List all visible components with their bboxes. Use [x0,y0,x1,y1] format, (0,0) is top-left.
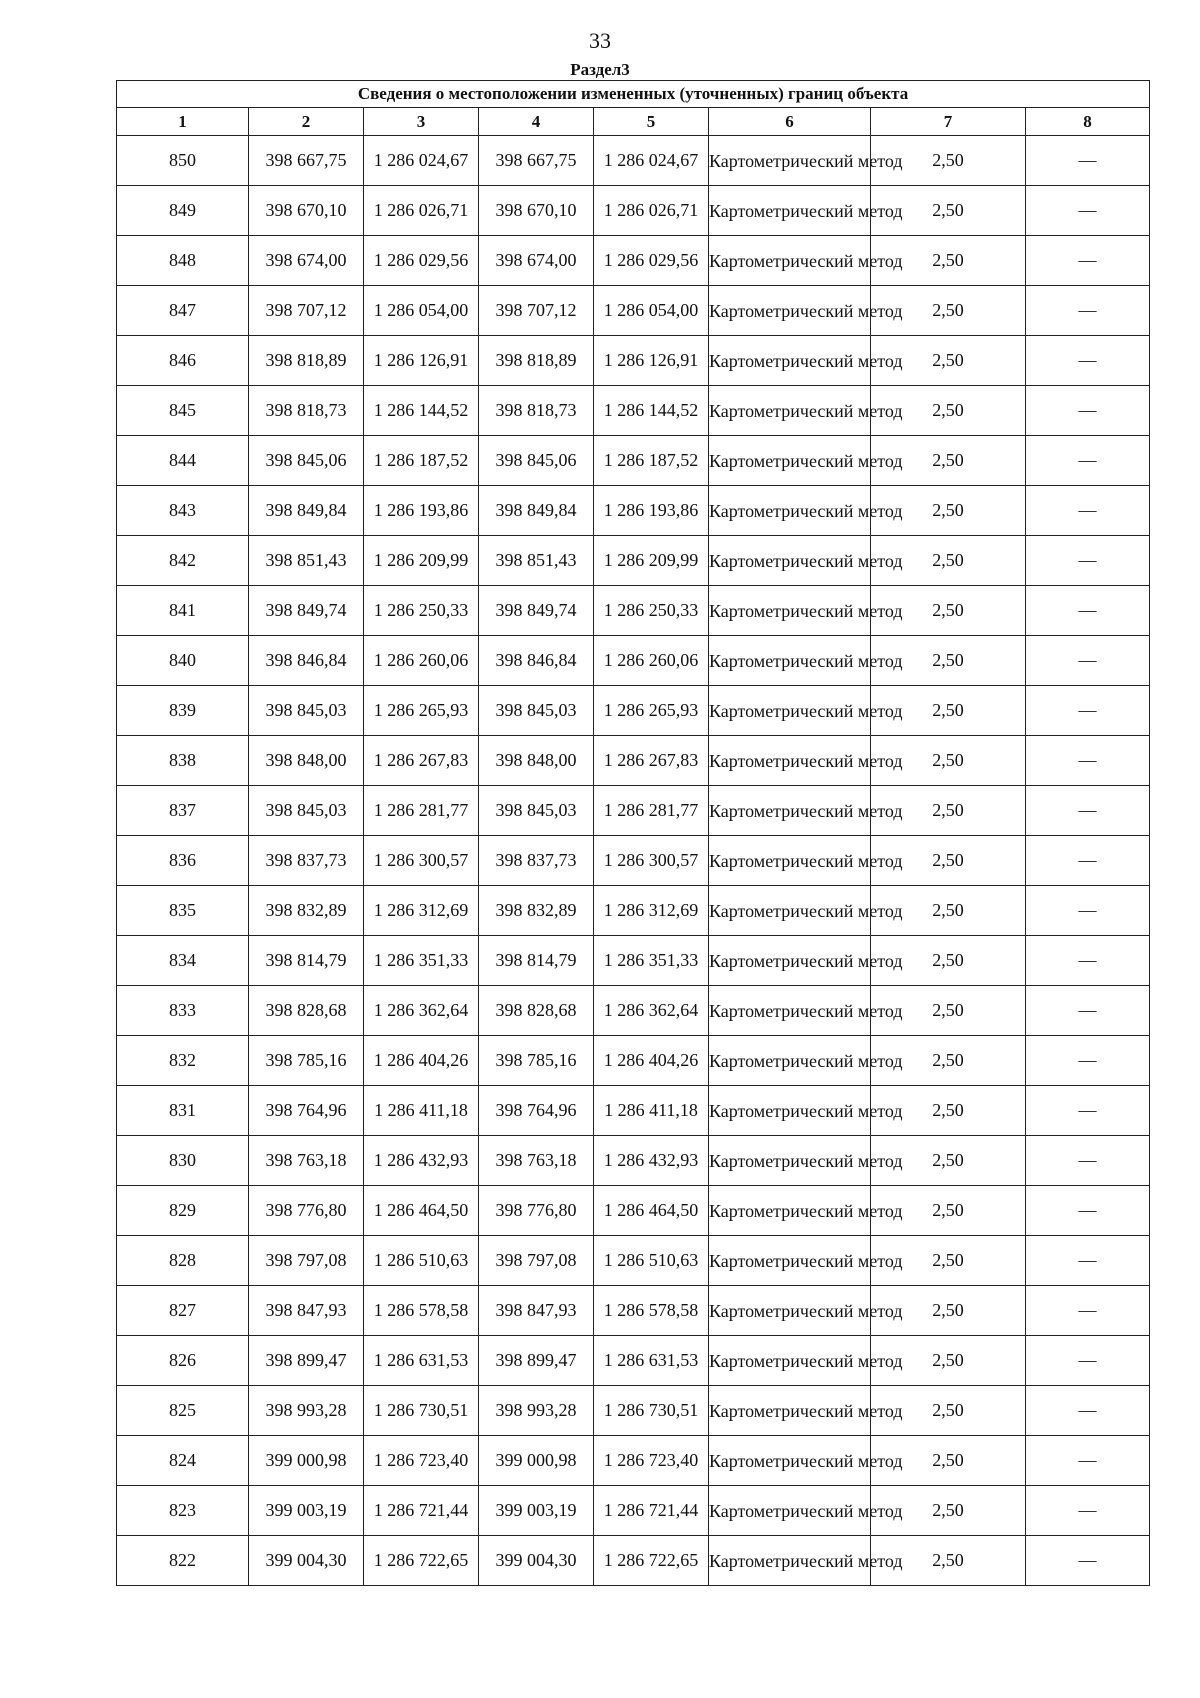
point-number-cell: 840 [117,636,249,686]
table-row [117,1036,1150,1086]
description-cell: — [1026,1236,1150,1286]
point-number-cell: 825 [117,1386,249,1436]
x-new-cell: 398 776,80 [479,1186,594,1236]
x-old-cell: 399 003,19 [249,1486,364,1536]
x-old-cell: 399 000,98 [249,1436,364,1486]
y-old-cell: 1 286 126,91 [364,336,479,386]
x-new-cell: 398 818,89 [479,336,594,386]
accuracy-cell: 2,50 [871,936,1026,986]
description-cell: — [1026,636,1150,686]
description-cell: — [1026,1136,1150,1186]
point-number-cell: 827 [117,1286,249,1336]
y-new-cell: 1 286 578,58 [594,1286,709,1336]
y-old-cell: 1 286 144,52 [364,386,479,436]
y-new-cell: 1 286 187,52 [594,436,709,486]
accuracy-cell: 2,50 [871,186,1026,236]
y-new-cell: 1 286 126,91 [594,336,709,386]
accuracy-cell: 2,50 [871,1236,1026,1286]
y-new-cell: 1 286 722,65 [594,1536,709,1586]
description-cell: — [1026,436,1150,486]
method-cell: Картометрический метод [709,536,871,586]
y-new-cell: 1 286 464,50 [594,1186,709,1236]
table-row [117,936,1150,986]
description-cell: — [1026,486,1150,536]
y-old-cell: 1 286 432,93 [364,1136,479,1186]
y-old-cell: 1 286 730,51 [364,1386,479,1436]
y-new-cell: 1 286 411,18 [594,1086,709,1136]
table-row [117,236,1150,286]
description-cell: — [1026,886,1150,936]
y-old-cell: 1 286 267,83 [364,736,479,786]
column-number: 2 [249,108,364,136]
column-number: 8 [1026,108,1150,136]
table-row [117,1236,1150,1286]
method-cell: Картометрический метод [709,1136,871,1186]
method-cell: Картометрический метод [709,286,871,336]
table-row [117,136,1150,186]
x-new-cell: 398 849,84 [479,486,594,536]
y-old-cell: 1 286 250,33 [364,586,479,636]
description-cell: — [1026,1436,1150,1486]
point-number-cell: 849 [117,186,249,236]
method-cell: Картометрический метод [709,1036,871,1086]
y-new-cell: 1 286 730,51 [594,1386,709,1436]
table-row [117,1286,1150,1336]
method-cell: Картометрический метод [709,136,871,186]
y-new-cell: 1 286 144,52 [594,386,709,436]
point-number-cell: 838 [117,736,249,786]
y-old-cell: 1 286 281,77 [364,786,479,836]
x-old-cell: 398 849,84 [249,486,364,536]
x-new-cell: 398 667,75 [479,136,594,186]
x-old-cell: 398 764,96 [249,1086,364,1136]
x-new-cell: 398 707,12 [479,286,594,336]
y-new-cell: 1 286 193,86 [594,486,709,536]
accuracy-cell: 2,50 [871,1136,1026,1186]
table-row [117,1436,1150,1486]
point-number-cell: 832 [117,1036,249,1086]
point-number-cell: 841 [117,586,249,636]
point-number-cell: 850 [117,136,249,186]
x-old-cell: 398 707,12 [249,286,364,336]
table-row [117,486,1150,536]
accuracy-cell: 2,50 [871,1186,1026,1236]
table-body [117,136,1150,1586]
accuracy-cell: 2,50 [871,786,1026,836]
y-new-cell: 1 286 029,56 [594,236,709,286]
y-new-cell: 1 286 723,40 [594,1436,709,1486]
y-old-cell: 1 286 723,40 [364,1436,479,1486]
table-row [117,636,1150,686]
column-number: 5 [594,108,709,136]
x-old-cell: 398 832,89 [249,886,364,936]
y-old-cell: 1 286 026,71 [364,186,479,236]
y-old-cell: 1 286 362,64 [364,986,479,1036]
x-new-cell: 398 785,16 [479,1036,594,1086]
accuracy-cell: 2,50 [871,886,1026,936]
method-cell: Картометрический метод [709,936,871,986]
point-number-cell: 848 [117,236,249,286]
method-cell: Картометрический метод [709,1436,871,1486]
table-row [117,1486,1150,1536]
table-row [117,436,1150,486]
x-old-cell: 398 845,06 [249,436,364,486]
x-old-cell: 398 847,93 [249,1286,364,1336]
table-row [117,886,1150,936]
point-number-cell: 824 [117,1436,249,1486]
x-new-cell: 398 899,47 [479,1336,594,1386]
y-old-cell: 1 286 578,58 [364,1286,479,1336]
point-number-cell: 828 [117,1236,249,1286]
x-new-cell: 399 004,30 [479,1536,594,1586]
point-number-cell: 844 [117,436,249,486]
description-cell: — [1026,186,1150,236]
y-new-cell: 1 286 721,44 [594,1486,709,1536]
method-cell: Картометрический метод [709,686,871,736]
x-new-cell: 398 849,74 [479,586,594,636]
table-row [117,736,1150,786]
accuracy-cell: 2,50 [871,1486,1026,1536]
table-row [117,1136,1150,1186]
accuracy-cell: 2,50 [871,386,1026,436]
accuracy-cell: 2,50 [871,1436,1026,1486]
method-cell: Картометрический метод [709,1536,871,1586]
y-new-cell: 1 286 432,93 [594,1136,709,1186]
description-cell: — [1026,1036,1150,1086]
accuracy-cell: 2,50 [871,1086,1026,1136]
description-cell: — [1026,1386,1150,1436]
y-old-cell: 1 286 631,53 [364,1336,479,1386]
x-new-cell: 398 818,73 [479,386,594,436]
y-new-cell: 1 286 054,00 [594,286,709,336]
y-new-cell: 1 286 404,26 [594,1036,709,1086]
accuracy-cell: 2,50 [871,686,1026,736]
table-row [117,386,1150,436]
y-new-cell: 1 286 267,83 [594,736,709,786]
y-old-cell: 1 286 265,93 [364,686,479,736]
table-caption: Сведения о местоположении измененных (уточненных) границ объекта [117,81,1150,108]
y-new-cell: 1 286 362,64 [594,986,709,1036]
accuracy-cell: 2,50 [871,636,1026,686]
description-cell: — [1026,236,1150,286]
point-number-cell: 830 [117,1136,249,1186]
x-new-cell: 398 848,00 [479,736,594,786]
accuracy-cell: 2,50 [871,586,1026,636]
x-old-cell: 398 849,74 [249,586,364,636]
method-cell: Картометрический метод [709,1236,871,1286]
y-new-cell: 1 286 312,69 [594,886,709,936]
x-new-cell: 398 846,84 [479,636,594,686]
method-cell: Картометрический метод [709,486,871,536]
y-new-cell: 1 286 209,99 [594,536,709,586]
point-number-cell: 822 [117,1536,249,1586]
method-cell: Картометрический метод [709,436,871,486]
y-old-cell: 1 286 312,69 [364,886,479,936]
y-new-cell: 1 286 024,67 [594,136,709,186]
column-number-row [117,108,1150,136]
x-new-cell: 398 670,10 [479,186,594,236]
point-number-cell: 823 [117,1486,249,1536]
accuracy-cell: 2,50 [871,1336,1026,1386]
method-cell: Картометрический метод [709,336,871,386]
x-old-cell: 398 846,84 [249,636,364,686]
table-row [117,1386,1150,1436]
x-old-cell: 398 674,00 [249,236,364,286]
method-cell: Картометрический метод [709,186,871,236]
table-row [117,1536,1150,1586]
method-cell: Картометрический метод [709,736,871,786]
y-old-cell: 1 286 024,67 [364,136,479,186]
column-number: 7 [871,108,1026,136]
table-row [117,1186,1150,1236]
y-old-cell: 1 286 187,52 [364,436,479,486]
y-old-cell: 1 286 510,63 [364,1236,479,1286]
table-row [117,1336,1150,1386]
description-cell: — [1026,986,1150,1036]
x-old-cell: 398 828,68 [249,986,364,1036]
point-number-cell: 845 [117,386,249,436]
y-old-cell: 1 286 404,26 [364,1036,479,1086]
point-number-cell: 829 [117,1186,249,1236]
accuracy-cell: 2,50 [871,286,1026,336]
method-cell: Картометрический метод [709,786,871,836]
method-cell: Картометрический метод [709,1386,871,1436]
x-old-cell: 398 763,18 [249,1136,364,1186]
point-number-cell: 847 [117,286,249,336]
method-cell: Картометрический метод [709,386,871,436]
method-cell: Картометрический метод [709,836,871,886]
accuracy-cell: 2,50 [871,436,1026,486]
table-row [117,536,1150,586]
table-row [117,586,1150,636]
description-cell: — [1026,686,1150,736]
y-new-cell: 1 286 260,06 [594,636,709,686]
description-cell: — [1026,1286,1150,1336]
x-new-cell: 399 003,19 [479,1486,594,1536]
y-new-cell: 1 286 510,63 [594,1236,709,1286]
y-old-cell: 1 286 351,33 [364,936,479,986]
x-old-cell: 398 785,16 [249,1036,364,1086]
description-cell: — [1026,1486,1150,1536]
accuracy-cell: 2,50 [871,1386,1026,1436]
y-old-cell: 1 286 260,06 [364,636,479,686]
accuracy-cell: 2,50 [871,1036,1026,1086]
description-cell: — [1026,786,1150,836]
y-new-cell: 1 286 300,57 [594,836,709,886]
y-old-cell: 1 286 029,56 [364,236,479,286]
accuracy-cell: 2,50 [871,136,1026,186]
y-new-cell: 1 286 631,53 [594,1336,709,1386]
column-number: 4 [479,108,594,136]
method-cell: Картометрический метод [709,1286,871,1336]
method-cell: Картометрический метод [709,586,871,636]
table-row [117,186,1150,236]
method-cell: Картометрический метод [709,886,871,936]
y-old-cell: 1 286 209,99 [364,536,479,586]
point-number-cell: 826 [117,1336,249,1386]
point-number-cell: 833 [117,986,249,1036]
table-row [117,1086,1150,1136]
accuracy-cell: 2,50 [871,1536,1026,1586]
page-number: 33 [589,28,611,53]
y-new-cell: 1 286 265,93 [594,686,709,736]
description-cell: — [1026,336,1150,386]
x-old-cell: 398 848,00 [249,736,364,786]
point-number-cell: 831 [117,1086,249,1136]
accuracy-cell: 2,50 [871,336,1026,386]
method-cell: Картометрический метод [709,1186,871,1236]
x-new-cell: 398 814,79 [479,936,594,986]
x-new-cell: 398 845,03 [479,786,594,836]
y-new-cell: 1 286 026,71 [594,186,709,236]
point-number-cell: 835 [117,886,249,936]
x-old-cell: 398 797,08 [249,1236,364,1286]
x-old-cell: 398 667,75 [249,136,364,186]
description-cell: — [1026,736,1150,786]
description-cell: — [1026,286,1150,336]
description-cell: — [1026,1336,1150,1386]
accuracy-cell: 2,50 [871,986,1026,1036]
column-number: 1 [117,108,249,136]
column-number: 3 [364,108,479,136]
point-number-cell: 846 [117,336,249,386]
x-old-cell: 398 845,03 [249,786,364,836]
x-old-cell: 398 670,10 [249,186,364,236]
description-cell: — [1026,136,1150,186]
accuracy-cell: 2,50 [871,736,1026,786]
y-new-cell: 1 286 351,33 [594,936,709,986]
description-cell: — [1026,836,1150,886]
x-new-cell: 398 847,93 [479,1286,594,1336]
accuracy-cell: 2,50 [871,1286,1026,1336]
x-old-cell: 398 776,80 [249,1186,364,1236]
x-old-cell: 398 837,73 [249,836,364,886]
method-cell: Картометрический метод [709,236,871,286]
table-row [117,336,1150,386]
x-new-cell: 398 845,06 [479,436,594,486]
x-new-cell: 398 797,08 [479,1236,594,1286]
table-row [117,286,1150,336]
y-old-cell: 1 286 411,18 [364,1086,479,1136]
point-number-cell: 836 [117,836,249,886]
y-new-cell: 1 286 281,77 [594,786,709,836]
accuracy-cell: 2,50 [871,836,1026,886]
table-row [117,836,1150,886]
x-new-cell: 398 764,96 [479,1086,594,1136]
x-old-cell: 398 818,73 [249,386,364,436]
description-cell: — [1026,1186,1150,1236]
x-new-cell: 398 851,43 [479,536,594,586]
y-old-cell: 1 286 721,44 [364,1486,479,1536]
point-number-cell: 834 [117,936,249,986]
method-cell: Картометрический метод [709,636,871,686]
y-old-cell: 1 286 464,50 [364,1186,479,1236]
description-cell: — [1026,1086,1150,1136]
column-number: 6 [709,108,871,136]
x-old-cell: 398 899,47 [249,1336,364,1386]
accuracy-cell: 2,50 [871,236,1026,286]
x-old-cell: 398 845,03 [249,686,364,736]
point-number-cell: 839 [117,686,249,736]
x-old-cell: 398 851,43 [249,536,364,586]
y-old-cell: 1 286 300,57 [364,836,479,886]
point-number-cell: 837 [117,786,249,836]
x-new-cell: 398 763,18 [479,1136,594,1186]
method-cell: Картометрический метод [709,1336,871,1386]
description-cell: — [1026,386,1150,436]
table-row [117,686,1150,736]
method-cell: Картометрический метод [709,1486,871,1536]
accuracy-cell: 2,50 [871,486,1026,536]
x-old-cell: 398 814,79 [249,936,364,986]
description-cell: — [1026,1536,1150,1586]
x-new-cell: 398 845,03 [479,686,594,736]
x-new-cell: 398 832,89 [479,886,594,936]
description-cell: — [1026,936,1150,986]
description-cell: — [1026,586,1150,636]
x-new-cell: 398 837,73 [479,836,594,886]
y-old-cell: 1 286 054,00 [364,286,479,336]
table-row [117,986,1150,1036]
point-number-cell: 842 [117,536,249,586]
description-cell: — [1026,536,1150,586]
x-old-cell: 398 993,28 [249,1386,364,1436]
x-new-cell: 398 828,68 [479,986,594,1036]
y-old-cell: 1 286 193,86 [364,486,479,536]
y-old-cell: 1 286 722,65 [364,1536,479,1586]
x-old-cell: 399 004,30 [249,1536,364,1586]
coordinates-table [116,80,1150,1586]
y-new-cell: 1 286 250,33 [594,586,709,636]
method-cell: Картометрический метод [709,1086,871,1136]
x-new-cell: 398 674,00 [479,236,594,286]
x-old-cell: 398 818,89 [249,336,364,386]
table-row [117,786,1150,836]
x-new-cell: 398 993,28 [479,1386,594,1436]
x-new-cell: 399 000,98 [479,1436,594,1486]
method-cell: Картометрический метод [709,986,871,1036]
section-title: Раздел3 [570,60,630,79]
point-number-cell: 843 [117,486,249,536]
accuracy-cell: 2,50 [871,536,1026,586]
